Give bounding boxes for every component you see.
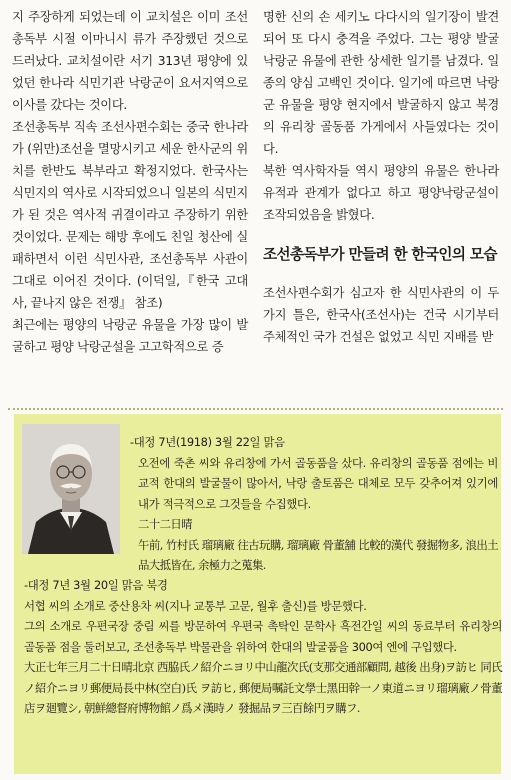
diary-date: -대정 7년(1918) 3월 22일 맑음	[130, 435, 285, 449]
portrait-photo	[22, 424, 120, 554]
diary-entry-1	[130, 432, 498, 576]
diary-original-text: 午前, 竹村氏 瑠璃廠 往古玩購, 瑠璃廠 骨董舖 比較的漢代 發掘物多, 浪出土品大抵皆在, 余極力之蒐集.	[138, 537, 498, 572]
paragraph: 명한 신의 손 세키노 다다시의 일기장이 발견되어 또 다시 충격을 주었다. 그는 평양 발굴 낙랑군 유물에 관한 상세한 일기를 남겼다. 일종의 양심 고백인 것이다. 일기에 따르면 낙랑군 유물을 평양 현지에서 발굴하지 않고 북경의 유리창 골동품 가게에서 사들였다는 것이다.	[263, 10, 499, 156]
right-column	[263, 6, 499, 348]
paragraph: 조선총독부 직속 조선사편수회는 중국 한나라가 (위만)조선을 멸망시키고 세운 한사군의 위치를 한반도 북부라고 확정지었다. 한국사는 식민지의 역사로 시작되었으니 일본의 식민지가 된 것은 역사적 귀결이라고 주장하기 위한 것이었다. 문제는 해방 후에도 친일 청산에 실패하면서 이런 식민사관, 조선총독부 사관이 그대로 이어진 것이다. (이덕일,『한국 고대사, 끝나지 않은 전쟁』 참조)	[12, 120, 248, 310]
paragraph: 북한 역사학자들 역시 평양의 유물은 한나라 유적과 관계가 없다고 하고 평양낙랑군설이 조작되었음을 밝혔다.	[263, 164, 499, 222]
diary-translation: 오전에 죽촌 씨와 유리창에 가서 골동품을 샀다. 유리창의 골동품 점에는 비교적 한대의 발굴물이 많아서, 낙랑 출토품은 대체로 모두 갖추어져 있기에 내가 적극적으로 그것들을 수집했다.	[138, 455, 498, 511]
paragraph: 지 주장하게 되었는데 이 교치설은 이미 조선총독부 시절 이마니시 류가 주장했던 것으로 드러났다. 교치설이란 서기 313년 평양에 있었던 한나라 식민기관 낙랑군이 요서지역으로 이사를 갔다는 것이다.	[12, 10, 248, 112]
diary-date: -대정 7년 3월 20일 맑음 북경	[24, 578, 168, 592]
diary-entry-2	[24, 575, 502, 719]
section-heading: 조선총독부가 만들려 한 한국인의 모습	[263, 246, 497, 263]
paragraph: 조선사편수회가 심고자 한 식민사관의 이 두 가지 틀은, 한국사(조선사)는 건국 시기부터 주체적인 국가 건설은 없었고 식민 지배를 받	[263, 286, 499, 344]
diary-translation: 그의 소개로 우편국장 중림 씨를 방문하여 우편국 촉탁인 문학사 흑전간일 씨의 동료부터 유리창의 골동품 점을 둘러보고, 조선총독부 박물관을 위하여 한대의 발굴품을 300여 엔에 구입했다.	[24, 619, 502, 654]
paragraph: 최근에는 평양의 낙랑군 유물을 가장 많이 발굴하고 평양 낙랑군설을 고고학적으로 증	[12, 318, 248, 354]
portrait-illustration	[22, 424, 120, 554]
section-divider	[8, 408, 503, 410]
diary-original-text: 大正七年三月二十日晴北京 西脇氏ノ紹介ニヨリ中山龍次氏(支那交通部顧問, 越後 出身)ヲ訪ヒ 同氏ノ紹介ニヨリ郵便局長中林(空白)氏 ヲ訪ヒ, 郵便局嘱託文學士黑田幹一ノ東道ニヨリ瑠璃廠ノ骨董店ヲ廻覽シ, 朝鮮總督府博物館ノ爲メ漢時ノ 發掘品ヲ三百餘円ヲ購フ.	[24, 660, 502, 715]
left-column	[12, 6, 248, 358]
diary-translation: 서협 씨의 소개로 중산용차 씨(지나 교통부 고문, 월후 출신)를 방문했다.	[24, 598, 367, 613]
diary-original-date: 二十二日晴	[138, 517, 192, 531]
